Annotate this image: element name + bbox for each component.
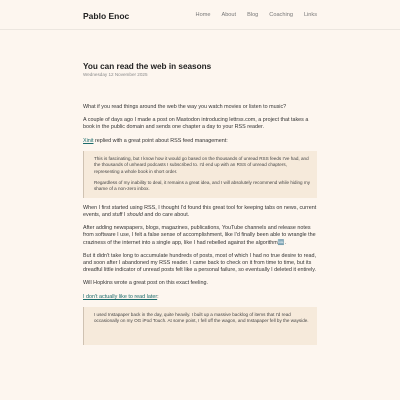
paragraph-text: : [157,293,159,300]
post-title: You can read the web in seasons [83,62,212,71]
quote-paragraph: I used Instapaper back in the day, quite heavily. I built up a massive backlog of items that I'd read occasionally on my OG iPod Touch. At some point, I fell off the wagon, and Instapaper fell by the wayside. [94,311,309,324]
paragraph: After adding newspapers, blogs, magazines, publications, YouTube channels and release notes from software I use, I felt a false sense of accomplishment, like I'd finally been able to wrangle the craziness of the internet into a single app, like I had rebelled against the algorithm🆒. [83,225,316,246]
header-divider [0,29,400,30]
blockquote [83,307,317,345]
quote-paragraph: Regardless of my inability to deal, it remains a great idea, and I will absolutely recommend while hiding my shame of a non-zero inbox. [94,180,311,192]
site-title[interactable]: Pablo Enoc [83,10,130,21]
post-date: Wednesday 12 November 2025 [83,72,148,77]
paragraph [83,138,317,145]
nav-home[interactable]: Home [195,12,211,18]
article [83,62,317,352]
post-content [83,104,317,345]
nav-about[interactable]: About [221,12,237,18]
quote-paragraph: This is fascinating, but I know how it would go based on the thousands of unread RSS feeds I've had, and the thousands of unheard podcasts I subscribed to. I'd end up with an RSS of unread chapters, representing a whole book in short order. [94,155,309,174]
xinit-link[interactable]: Xinit [83,137,94,144]
paragraph: But it didn't take long to accumulate hundreds of posts, most of which I had no true desire to read, and soon after I abandoned my RSS reader. I came back to check on it from time to time, but its dreadful little indicator of unread posts felt like a personal failure, so eventually I deleted it entirely. [83,252,317,274]
read-later-link[interactable]: I don't actually like to read later [83,293,158,300]
nav-blog[interactable]: Blog [247,12,259,18]
paragraph: A couple of days ago I made a post on Mastodon introducing lettrss.com, a project that takes a book in the public domain and sends one chapter a day to your RSS reader. [83,117,309,131]
nav-coaching[interactable]: Coaching [269,12,293,18]
site-header [83,0,317,30]
paragraph-text: replied with a great point about RSS feed management: [93,137,228,144]
paragraph-text: and do care about. [142,212,190,219]
emphasis: should [126,212,143,219]
blockquote [83,151,317,198]
paragraph [83,294,317,301]
paragraph: Will Hopkins wrote a great post on this exact feeling. [83,280,208,287]
paragraph: What if you read things around the web the way you watch movies or listen to music? [83,104,287,110]
paragraph-text: When I first started using RSS, I thought I'd found this great tool for keeping tabs on news, current events, and stuff I [83,204,317,219]
nav-links[interactable]: Links [303,12,317,18]
paragraph [83,205,317,219]
main-nav [196,12,317,18]
